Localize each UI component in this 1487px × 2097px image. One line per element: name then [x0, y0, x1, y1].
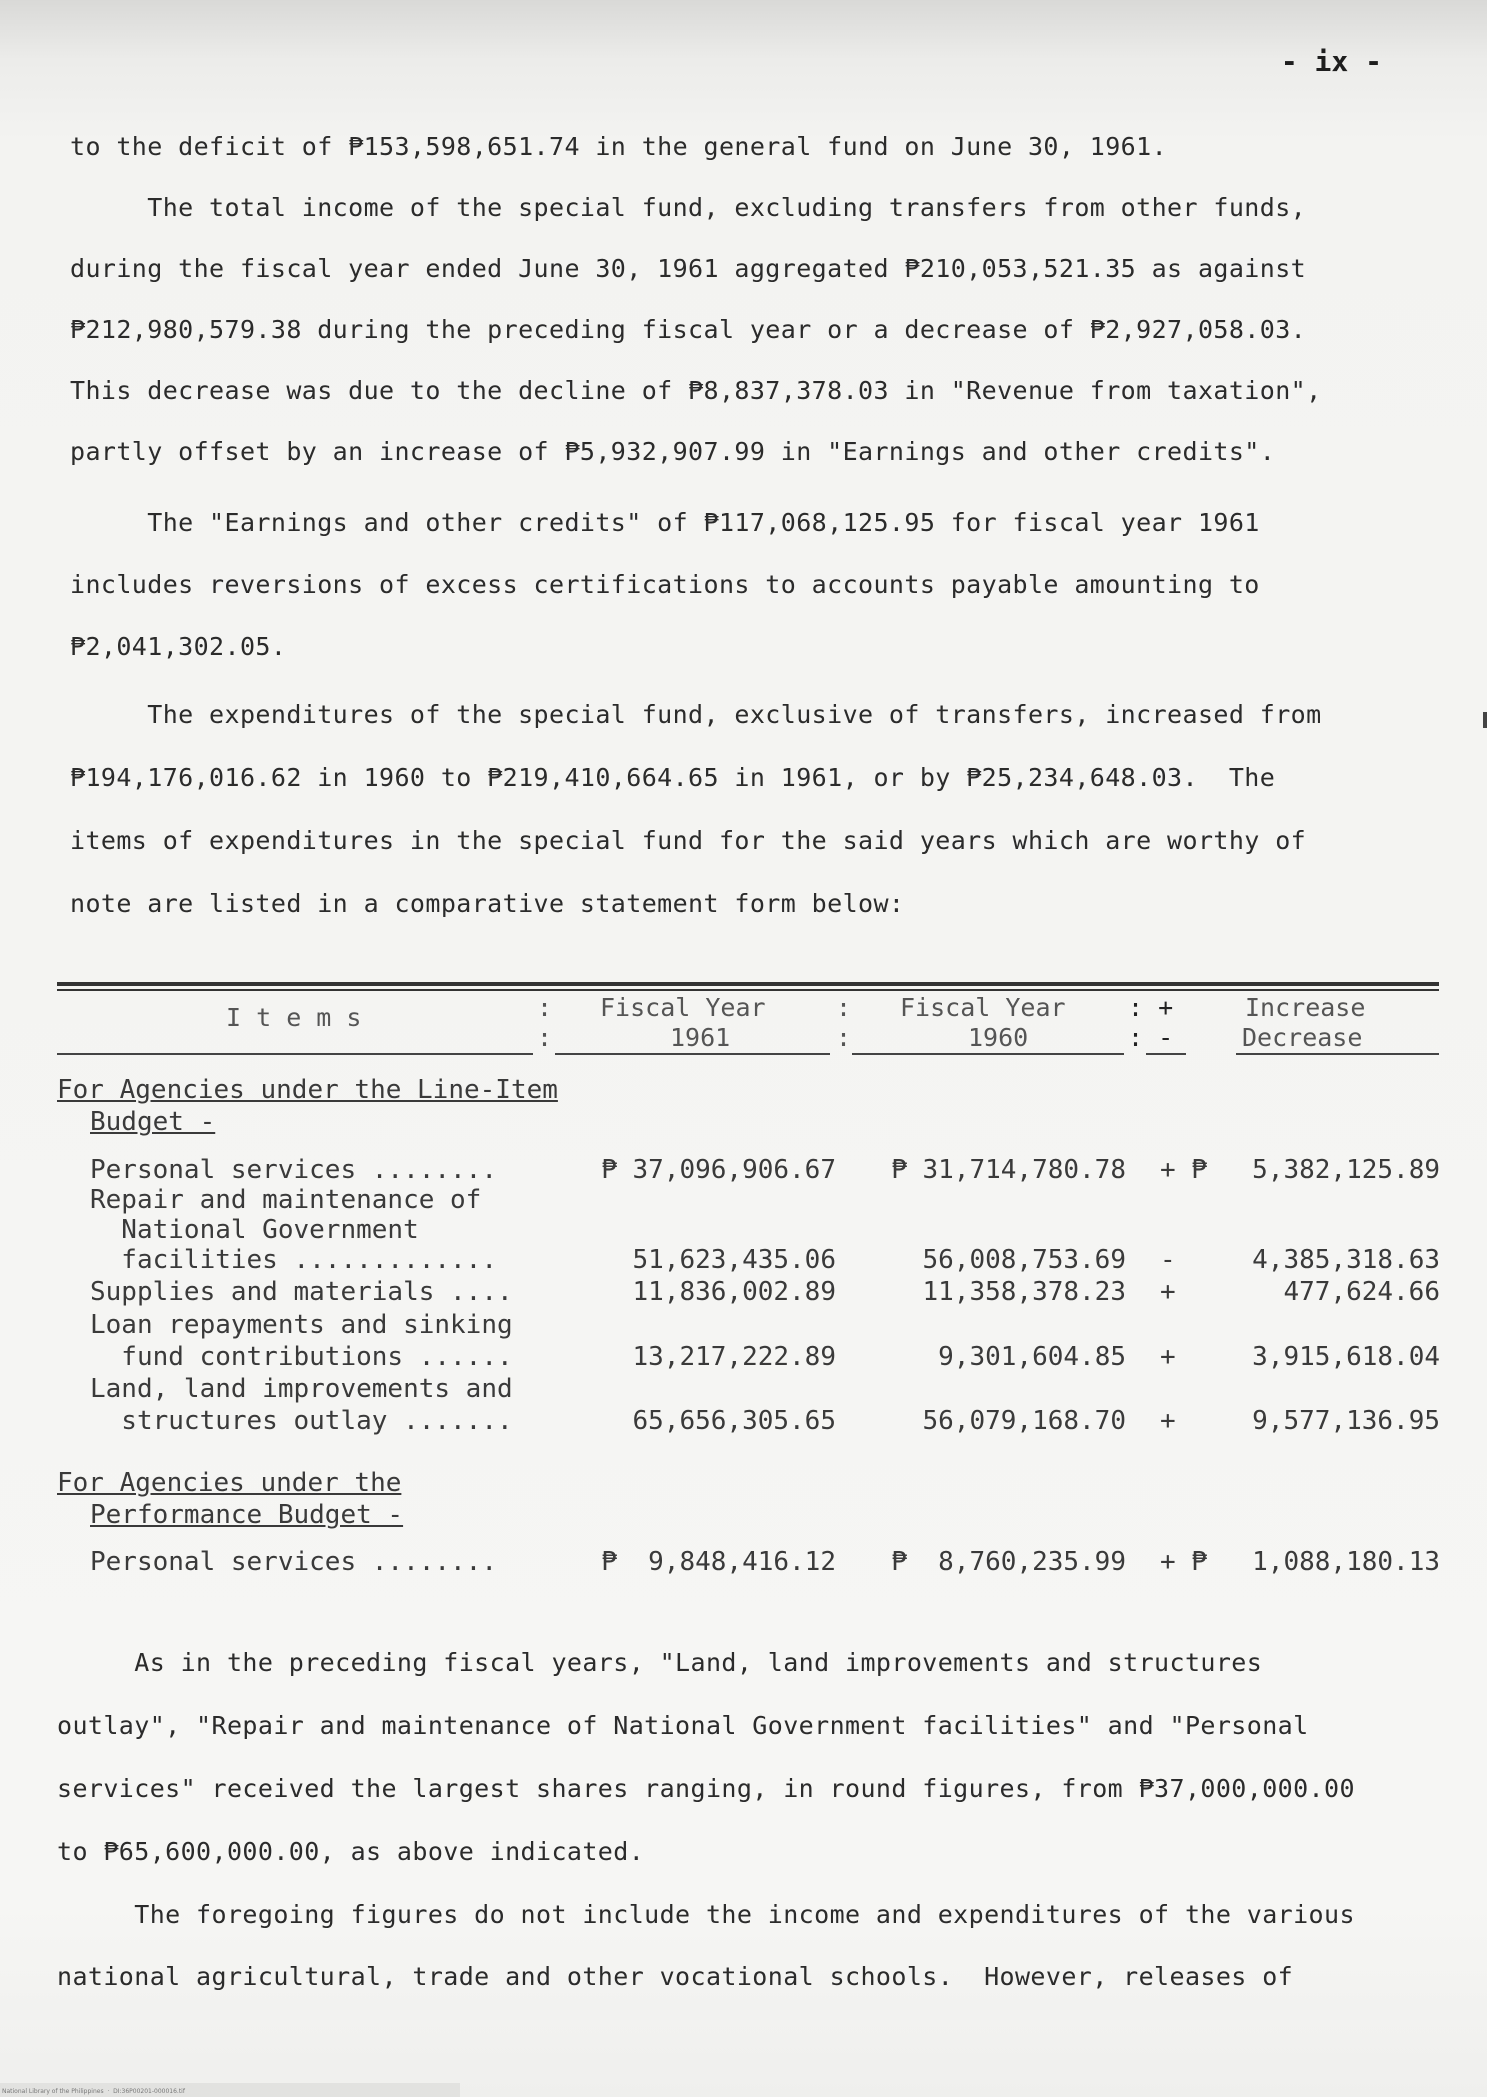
scan-edge-mark — [1483, 712, 1487, 728]
row-label: Personal services ........ — [90, 1155, 497, 1185]
header-sign-line1: : + — [1128, 993, 1174, 1022]
row-label: National Government — [90, 1215, 419, 1245]
row-label: facilities ............. — [90, 1245, 497, 1275]
text-line: during the fiscal year ended June 30, 1961 aggregated ₱210,053,521.35 as against — [70, 254, 1307, 283]
header-underline — [852, 1053, 1124, 1055]
header-change-line1: Increase — [1245, 993, 1366, 1022]
header-underline — [57, 1053, 533, 1055]
text-line: items of expenditures in the special fund for the said years which are worthy of — [70, 826, 1307, 855]
cell-sign: + — [1160, 1342, 1176, 1372]
text-line: to ₱65,600,000.00, as above indicated. — [57, 1837, 645, 1866]
cell-change: 477,624.66 — [1283, 1277, 1440, 1307]
text-line: note are listed in a comparative statement form below: — [70, 889, 905, 918]
cell-sign: + ₱ — [1160, 1155, 1207, 1185]
cell-fy1960: 11,358,378.23 — [922, 1277, 1126, 1307]
cell-fy1960: ₱ 8,760,235.99 — [891, 1547, 1126, 1577]
cell-sign: + — [1160, 1277, 1176, 1307]
cell-fy1960: ₱ 31,714,780.78 — [891, 1155, 1126, 1185]
text-line: to the deficit of ₱153,598,651.74 in the general fund on June 30, 1961. — [70, 132, 1168, 161]
text-line: The total income of the special fund, excluding transfers from other funds, — [70, 193, 1307, 222]
header-sign-line2: : - — [1128, 1023, 1174, 1052]
header-sep: : — [836, 1023, 852, 1052]
cell-fy1960: 56,008,753.69 — [922, 1245, 1126, 1275]
section-title: For Agencies under the Line-Item — [57, 1075, 558, 1105]
cell-sign: + — [1160, 1406, 1176, 1436]
cell-fy1960: 56,079,168.70 — [922, 1406, 1126, 1436]
row-label: fund contributions ...... — [90, 1342, 513, 1372]
cell-fy1961: 65,656,305.65 — [632, 1406, 836, 1436]
row-label: Personal services ........ — [90, 1547, 497, 1577]
text-line: As in the preceding fiscal years, "Land, land improvements and structures — [57, 1648, 1263, 1677]
header-sep: : — [836, 993, 852, 1022]
header-underline — [1236, 1053, 1439, 1055]
row-label: Repair and maintenance of — [90, 1185, 482, 1215]
text-line: includes reversions of excess certifications to accounts payable amounting to — [70, 570, 1260, 599]
table-top-rule — [57, 982, 1439, 986]
cell-fy1960: 9,301,604.85 — [938, 1342, 1126, 1372]
cell-change: 5,382,125.89 — [1252, 1155, 1440, 1185]
cell-sign: + ₱ — [1160, 1547, 1207, 1577]
header-fy1960-line1: Fiscal Year — [900, 993, 1066, 1022]
text-line: ₱212,980,579.38 during the preceding fiscal year or a decrease of ₱2,927,058.03. — [70, 315, 1307, 344]
text-line: This decrease was due to the decline of ₱8,837,378.03 in "Revenue from taxation", — [70, 376, 1322, 405]
header-fy1960-line2: 1960 — [968, 1023, 1029, 1052]
text-line: national agricultural, trade and other vocational schools. However, releases of — [57, 1962, 1294, 1991]
section-title: For Agencies under the — [57, 1468, 402, 1498]
header-sep: : — [537, 993, 553, 1022]
header-sep: : — [537, 1023, 553, 1052]
cell-change: 4,385,318.63 — [1252, 1245, 1440, 1275]
cell-fy1961: ₱ 9,848,416.12 — [601, 1547, 836, 1577]
cell-fy1961: 11,836,002.89 — [632, 1277, 836, 1307]
cell-change: 1,088,180.13 — [1252, 1547, 1440, 1577]
cell-change: 3,915,618.04 — [1252, 1342, 1440, 1372]
cell-sign: - — [1160, 1245, 1176, 1275]
header-items: I t e m s — [226, 1003, 362, 1032]
text-line: partly offset by an increase of ₱5,932,907.99 in "Earnings and other credits". — [70, 437, 1276, 466]
section-title: Budget - — [90, 1107, 216, 1137]
header-underline — [555, 1053, 830, 1055]
section-title: Performance Budget - — [90, 1500, 404, 1530]
cell-fy1961: 13,217,222.89 — [632, 1342, 836, 1372]
header-fy1961-line1: Fiscal Year — [600, 993, 766, 1022]
scan-footer-text: National Library of the Philippines · DI:36P00201-000016.tif — [2, 2088, 185, 2095]
row-label: structures outlay ....... — [90, 1406, 513, 1436]
text-line: The foregoing figures do not include the income and expenditures of the various — [57, 1900, 1355, 1929]
header-change-line2: Decrease — [1242, 1023, 1363, 1052]
text-line: The "Earnings and other credits" of ₱117,068,125.95 for fiscal year 1961 — [70, 508, 1260, 537]
header-underline — [1146, 1053, 1186, 1055]
page-number: - ix - — [1280, 45, 1382, 78]
text-line: ₱194,176,016.62 in 1960 to ₱219,410,664.65 in 1961, or by ₱25,234,648.03. The — [70, 763, 1276, 792]
row-label: Supplies and materials .... — [90, 1277, 513, 1307]
cell-fy1961: 51,623,435.06 — [632, 1245, 836, 1275]
cell-change: 9,577,136.95 — [1252, 1406, 1440, 1436]
text-line: ₱2,041,302.05. — [70, 632, 287, 661]
text-line: The expenditures of the special fund, exclusive of transfers, increased from — [70, 700, 1322, 729]
cell-fy1961: ₱ 37,096,906.67 — [601, 1155, 836, 1185]
text-line: outlay", "Repair and maintenance of National Government facilities" and "Personal — [57, 1711, 1309, 1740]
row-label: Loan repayments and sinking — [90, 1310, 513, 1340]
header-fy1961-line2: 1961 — [670, 1023, 731, 1052]
row-label: Land, land improvements and — [90, 1374, 513, 1404]
table-top-rule-thin — [57, 989, 1439, 991]
text-line: services" received the largest shares ranging, in round figures, from ₱37,000,000.00 — [57, 1774, 1355, 1803]
